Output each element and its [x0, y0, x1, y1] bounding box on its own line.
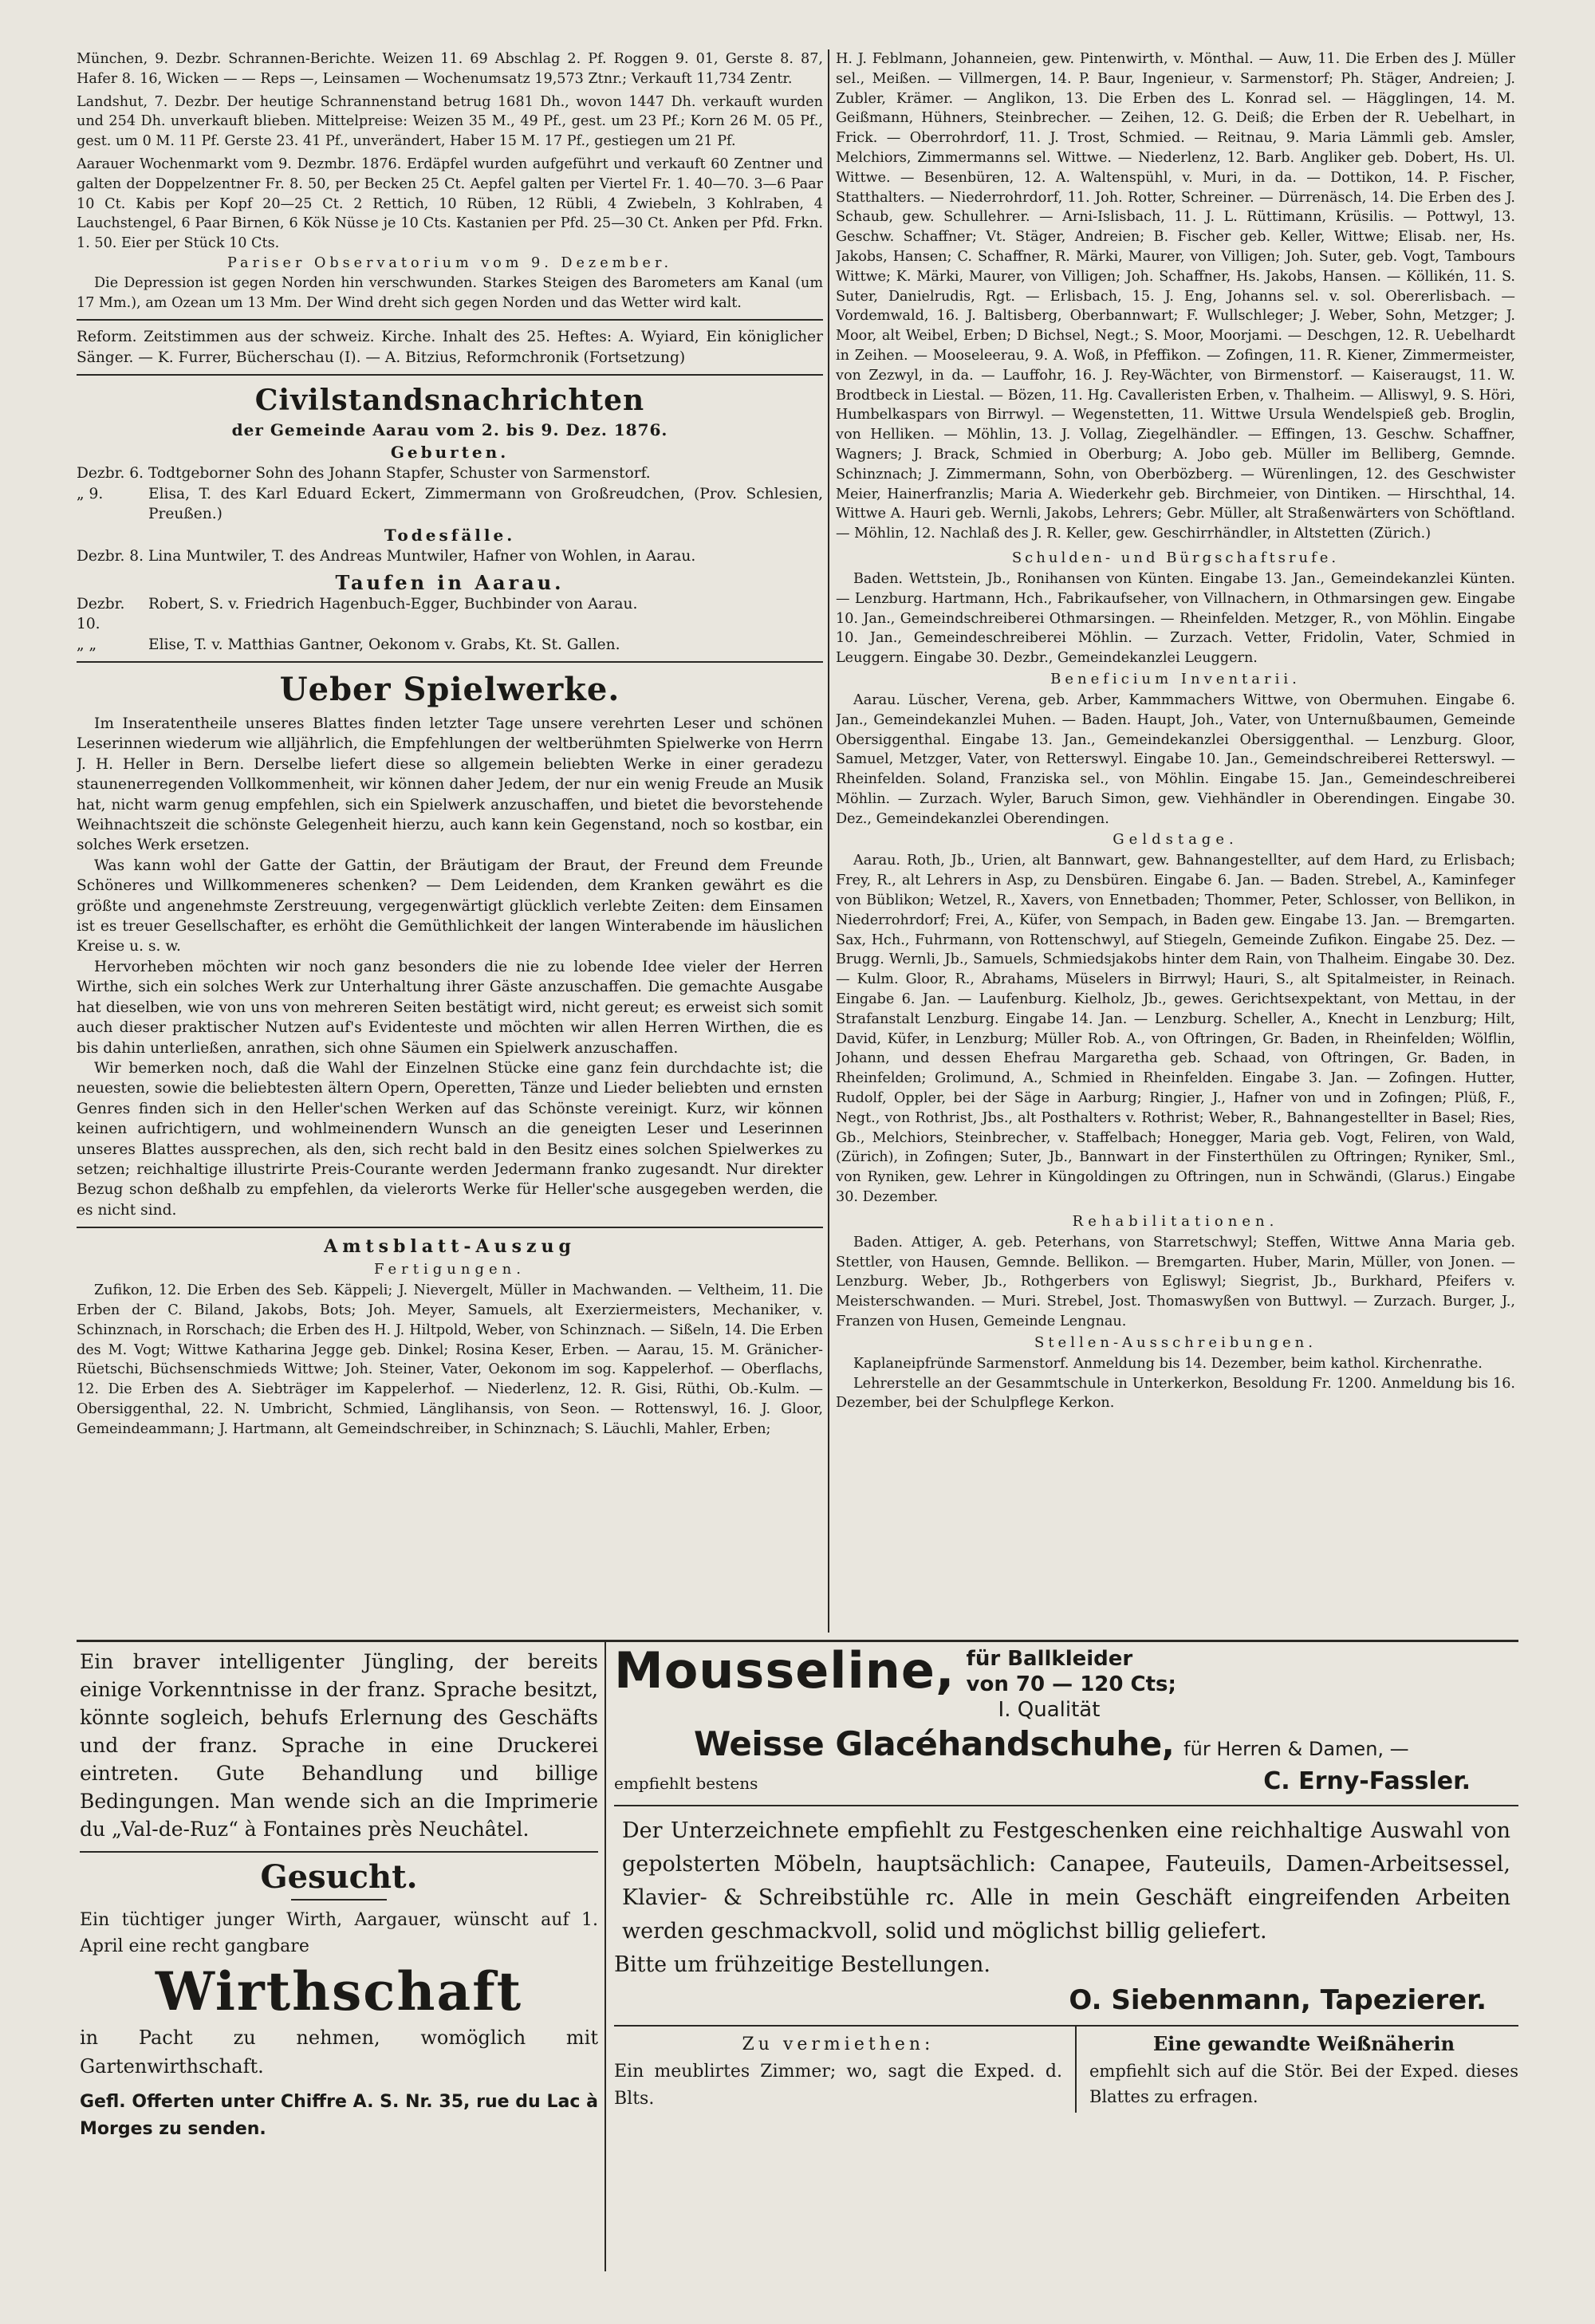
- entry-text: Elise, T. v. Matthias Gantner, Oekonom v. Grabs, Kt. St. Gallen.: [148, 636, 620, 653]
- benef-text: Aarau. Lüscher, Verena, geb. Arber, Kammmachers Wittwe, von Obermuhen. Eingabe 6. Jan., Gemeindekanzlei Muhen. — Baden. Haupt, Joh., Vater, von Unternußbaumen, Gemeinde Obersiggenthal. Eingabe 13. Jan., Gemeindekanzlei Obersiggenthal. — Lenzburg. Gloor, Samuel, Metzger, Vater, von Retterswyl. Eingabe 10. Jan., Gemeindschreiberei Retterswyl. — Rheinfelden. Soland, Franziska sel., von Möhlin. Eingabe 15. Jan., Gemeindeschreiberei Möhlin. — Zurzach. Wyler, Baruch Simon, gew. Viehhändler in Oberendingen. Eingabe 30. Dez., Gemeindekanzlei Oberendingen.: [836, 691, 1515, 827]
- schulden-head: Schulden- und Bürgschaftsrufe.: [1011, 549, 1340, 566]
- civil-subtitle: der Gemeinde Aarau vom 2. bis 9. Dez. 1876.: [231, 420, 668, 440]
- mousseline-price: von 70 — 120 Cts;: [966, 1672, 1176, 1696]
- fertigungen-head: Fertigungen.: [374, 1261, 526, 1278]
- weissnaeherin-title: Eine gewandte Weißnäherin: [1152, 2032, 1455, 2055]
- amtsblatt-title: Amtsblatt-Auszug: [324, 1236, 576, 1258]
- empfiehlt-label: empfiehlt bestens: [614, 1774, 758, 1793]
- death-entry: [77, 546, 823, 566]
- ads-column-divider: [605, 1641, 606, 2271]
- right-column: [836, 49, 1515, 1637]
- vermiethen-text: Ein meublirtes Zimmer; wo, sagt die Exped. d. Blts.: [614, 2062, 1062, 2109]
- spielwerke-p3: Hervorheben möchten wir noch ganz besonders die nie zu lobende Idee vieler der Herren Wirthe, sich ein solches Werk zur Unterhaltung ihrer Gäste anzuschaffen. Die gemachte Ausgabe hat dieselben, wie von uns von mehreren Seiten bestätigt wird, nicht gereut; es erweist sich somit auch dieser praktischer Nutzen auf's Evidenteste und möchten wir allen Herren Wirthen, die es bis dahin unterließen, anrathen, sich ohne Säumen ein Spielwerk anzuschaffen.: [77, 958, 823, 1057]
- entry-text: Robert, S. v. Friedrich Hagenbuch-Egger, Buchbinder von Aarau.: [148, 595, 638, 613]
- divider: [77, 374, 823, 376]
- ad-wirthschaft-offer: Gefl. Offerten unter Chiffre A. S. Nr. 35, rue du Lac à Morges zu senden.: [80, 2092, 598, 2139]
- entry-date: „ 9.: [77, 485, 104, 502]
- ads-left: [80, 1648, 598, 2270]
- rehab-text: Baden. Attiger, A. geb. Peterhans, von Starretschwyl; Steffen, Wittwe Anna Maria geb. Stettler, von Hausen, Gemnde. Bellikon. — Bremgarten. Huber, Marin, Müller, von Jonen. — Lenzburg. Weber, Jb., Rothgerbers von Egliswyl; Siegrist, Jb., Burkhard, Pfeifers v. Meisterschwanden. — Muri. Strebel, Jost. Thomaswyßen von Buttwyl. — Zurzach. Burger, J., Franzen von Husen, Gemeinde Lengnau.: [836, 1234, 1515, 1330]
- baptism-entry: [77, 594, 823, 635]
- ad-wirthschaft-text: in Pacht zu nehmen, womöglich mit Gartenwirthschaft.: [80, 2027, 598, 2078]
- ad-gesucht-title: Gesucht.: [260, 1858, 418, 1896]
- entry-date: Dezbr. 6.: [77, 465, 144, 483]
- ad-gloves: [614, 1724, 1518, 1764]
- spielwerke-p4: Wir bemerken noch, daß die Wahl der Einzelnen Stücke eine ganz fein durchdachte ist; die neuesten, sowie die beliebtesten ältern Opern, Operetten, Tänze und Lieder beliebten und ernsten Genres finden sich in den Heller'schen Werken auf das Schönste vereinigt. Kurz, wir können keinen aufrichtigern, und wohlmeinendern Wunsch an die geneigten Leser und Leserinnen unseres Blattes aussprechen, als den, sich recht bald in den Besitz eines solchen Spielwerkes zu setzen; reichhaltige illustrirte Preis-Courante werden Jedermann franko zugesandt. Nur direkter Bezug schon deßhalb zu empfehlen, da vielerorts Werke für Heller'sche ausgegeben werden, die es nicht sind.: [77, 1059, 823, 1219]
- ads-top-rule: [77, 1640, 1518, 1642]
- births-head: Geburten.: [390, 443, 510, 463]
- fertigungen-text: Zufikon, 12. Die Erben des Seb. Käppeli; J. Nievergelt, Müller in Machwanden. — Veltheim, 11. Die Erben der C. Biland, Jakobs, Bots; Joh. Meyer, Samuels, alt Exerziermeisters, Mechaniker, v. Schinznach, in Rorschach; die Erben des H. J. Hiltpold, Weber, von Schinznach. — Sißeln, 14. Die Erben des M. Vogt; Wittwe Katharina Jegge geb. Dinkel; Rosina Keser, Erben. — Aarau, 15. M. Gränicher-Rüetschi, Büchsenschmieds Wittwe; Joh. Steiner, Vater, Oekonom im sog. Kappelerhof. — Oberflachs, 12. Die Erben des A. Siebträger im Kappelerhof. — Niederlenz, 12. R. Gisi, Rüthi, Ob.-Kulm. — Obersiggenthal, 22. N. Umbricht, Schmied, Länglihansis, von Seon. — Rottenswyl, 16. J. Gloor, Gemeindeammann; J. Hartmann, alt Gemeindschreiber, in Schinznach; S. Läuchli, Mahler, Erben;: [77, 1282, 823, 1437]
- rehab-head: Rehabilitationen.: [1072, 1212, 1279, 1230]
- ads-bottom: [614, 2027, 1518, 2113]
- mousseline-quality: I. Qualität: [998, 1698, 1101, 1722]
- gloves-word: Weisse Glacéhandschuhe,: [694, 1724, 1175, 1763]
- left-column: [77, 49, 823, 1637]
- ad-juengling: Ein braver intelligenter Jüngling, der bereits einige Vorkenntnisse in der franz. Sprache besitzt, könnte sogleich, behufs Erlernung des Geschäfts und der franz. Sprache in eine Druckerei eintreten. Gute Behandlung und billige Bedingungen. Man wende sich an die Imprimerie du „Val-de-Ruz“ à Fontaines près Neuchâtel.: [80, 1650, 598, 1841]
- paris-title: Pariser Observatorium vom 9. Dezember.: [226, 254, 673, 271]
- baptisms-head: Taufen in Aarau.: [335, 570, 565, 594]
- entry-text: Elisa, T. des Karl Eduard Eckert, Zimmermann von Großreudchen, (Prov. Schlesien, Preußen.): [148, 485, 823, 522]
- entry-date: Dezbr. 10.: [77, 595, 125, 633]
- entry-text: Todtgeborner Sohn des Johann Stapfer, Schuster von Sarmenstorf.: [148, 465, 651, 483]
- market-muenchen: München, 9. Dezbr. Schrannen-Berichte. Weizen 11. 69 Abschlag 2. Pf. Roggen 9. 01, Gerste 8. 87, Hafer 8. 16, Wicken — — Reps —, Leinsamen — Wochenumsatz 19,573 Ztnr.; Verkauft 11,734 Zentr.: [77, 51, 823, 87]
- stellen-head: Stellen-Ausschreibungen.: [1034, 1333, 1317, 1351]
- siebenmann-signature: O. Siebenmann, Tapezierer.: [1069, 1984, 1487, 2016]
- mousseline-use: für Ballkleider: [966, 1647, 1133, 1671]
- baptism-entry: [77, 635, 823, 655]
- mousseline-side: [967, 1643, 1176, 1723]
- spielwerke-p2: Was kann wohl der Gatte der Gattin, der Bräutigam der Braut, der Freund dem Freunde Schöneres und Willkommeneres schenken? — Dem Leidenden, dem Kranken gewährt es die größte und angenehmste Zerstreuung, vergegenwärtigt glücklich verlebte Zeiten: dem Einsamen ist es treuer Gesellschafter, es erhöht die Gemüthlichkeit der langen Winterabende im häuslichen Kreise u. s. w.: [77, 857, 823, 955]
- birth-entry: [77, 484, 823, 525]
- ad-gesucht-text: Ein tüchtiger junger Wirth, Aargauer, wünscht auf 1. April eine recht gangbare: [80, 1910, 598, 1956]
- weissnaeherin-text: empfiehlt sich auf die Stör. Bei der Exped. dieses Blattes zu erfragen.: [1089, 2062, 1518, 2106]
- column-divider: [828, 49, 829, 1633]
- paris-report: Die Depression ist gegen Norden hin verschwunden. Starkes Steigen des Barometers am Kanal (um 17 Mm.), am Ozean um 13 Mm. Der Wind dreht sich gegen Norden und das Wetter wird kalt.: [77, 274, 823, 311]
- market-landshut: Landshut, 7. Dezbr. Der heutige Schrannenstand betrug 1681 Dh., wovon 1447 Dh. verkauft wurden und 254 Dh. unverkauft blieben. Mittelpreise: Weizen 35 M., 49 Pf., gest. um 23 Pf.; Korn 26 M. 05 Pf., gest. um 0 M. 11 Pf. Gerste 23. 41 Pf., unverändert, Haber 15 M. 17 Pf., gestiegen um 21 Pf.: [77, 93, 823, 150]
- divider: [77, 319, 823, 321]
- birth-entry: [77, 463, 823, 483]
- divider: [77, 1227, 823, 1228]
- divider: [80, 1851, 598, 1853]
- spielwerke-p1: Im Inseratentheile unseres Blattes finden letzter Tage unsere verehrten Leser und schönen Leserinnen wiederum wie alljährlich, die Empfehlungen der weltberühmten Spielwerke von Herrn J. H. Heller in Bern. Derselbe liefert diese so allgemein beliebten Werke in einer geradezu staunenerregenden Vollkommenheit, wir können daher Jedem, der nur ein wenig Freude an Musik hat, nicht warm genug empfehlen, sich ein Spielwerk anzuschaffen, und bietet die bevorstehende Weihnachtszeit die schönste Gelegenheit hierzu, auch kann kein Gegenstand, noch so kostbar, ein solches Werk ersetzen.: [77, 715, 823, 854]
- market-aarau: Aarauer Wochenmarkt vom 9. Dezmbr. 1876. Erdäpfel wurden aufgeführt und verkauft 60 Zentner und galten der Doppelzentner Fr. 8. 50, per Becken 25 Ct. Aepfel galten per Viertel Fr. 1. 40—70. 3—6 Paar 10 Ct. Kabis per Kopf 20—25 Ct. 2 Rettich, 10 Rüben, 12 Rübli, 4 Zwiebeln, 3 Kohlraben, 4 Lauchstengel, 6 Paar Birnen, 6 Kök Nüsse je 10 Cts. Kastanien per Pfd. 25—30 Ct. Anken per Pfd. Frkn. 1. 50. Eier per Stück 10 Cts.: [77, 156, 823, 252]
- ad-wirthschaft-title: Wirthschaft: [155, 1960, 523, 2023]
- ads-right: [614, 1643, 1518, 2273]
- benef-head: Beneficium Inventarii.: [1050, 670, 1301, 687]
- ad-vermiethen: [614, 2027, 1077, 2113]
- stellen-text-2: Lehrerstelle an der Gesammtschule in Unterkerkon, Besoldung Fr. 1200. Anmeldung bis 16. Dezember, bei der Schulpflege Kerkon.: [836, 1375, 1515, 1412]
- entry-date: Dezbr. 8.: [77, 548, 144, 565]
- divider: [291, 1899, 387, 1901]
- gloves-side: für Herren & Damen, —: [1183, 1738, 1409, 1760]
- fertigungen-cont: H. J. Feblmann, Johanneien, gew. Pintenwirth, v. Mönthal. — Auw, 11. Die Erben des J. Müller sel., Meißen. — Villmergen, 14. P. Baur, Ingenieur, v. Sarmenstorf; Ph. Stäger, Andreien; J. Zubler, Krämer. — Anglikon, 13. Die Erben des L. Konrad sel. — Hägglingen, 14. M. Geißmann, Hühners, Steinbrecher. — Zeihen, 12. G. Deiß; die Erben der R. Uebelhart, in Frick. — Oberrohrdorf, 11. J. Trost, Schmied. — Reitnau, 9. Maria Lämmli geb. Amsler, Melchiors, Zimmermanns sel. Wittwe. — Niederlenz, 12. Barb. Angliker geb. Dobert, Hs. Ul. Wittwe. — Besenbüren, 12. A. Waltenspühl, v. Muri, in da. — Dottikon, 14. P. Fischer, Statthalters. — Niederrohrdorf, 11. Joh. Rotter, Schreiner. — Dürrenäsch, 14. Die Erben des J. Schaub, gew. Schullehrer. — Arni-Islisbach, 11. J. L. Rüttimann, Krüsilis. — Pottwyl, 13. Geschw. Schaffner; Vt. Stäger, Andreien; B. Fischer geb. Keller, Wittwe; Elisab. ner, Hs. Jakobs, Hansen; C. Schaffner, R. Märki, Maurer, von Villigen; Joh. Suter, geb. Vogt, Tambours Wittwe; K. Märki, Maurer, von Villigen; Joh. Schaffner, Hs. Jakobs, Hansen. — Köllikén, 11. S. Suter, Danielrudis, Rgt. — Erlisbach, 15. J. Eng, Johanns sel. v. sol. Obererlisbach. — Vordemwald, 16. J. Baltisberg, Oberbannwart; F. Wullschleger; J. Weber, Sohn, Metzger; J. Moor, alt Weibel, Erben; D Bichsel, Negt.; S. Moor, Moorjami. — Deschgen, 12. R. Uebelhardt in Zeihen. — Mooseleerau, 9. A. Woß, in Pfeffikon. — Zofingen, 11. R. Kiener, Zimmermeister, von Zezwyl, in da. — Lauffohr, 16. J. Rey-Wächter, von Birmenstorf. — Kaiseraugst, 11. W. Brodtbeck in Liestal. — Bözen, 11. Hg. Cavalleristen Erben, v. Thalheim. — Alliswyl, 9. S. Höri, Humbelkaspars von Birrwyl. — Wegenstetten, 11. Wittwe Ursula Wendelspieß geb. Broglin, von Helliken. — Möhlin, 13. J. Vollag, Ziegelhändler. — Effingen, 13. Geschw. Schaffner, Wagners; J. Brack, Schmied in Oberburg; A. Jobo geb. Müller im Belliberg, Gemnde. Schinznach; J. Zimmermann, Sohn, von Oberbözberg. — Würenlingen, 12. des Geschwister Meier, Hainerfranzlis; Maria A. Wiederkehr geb. Birchmeier, von Dintiken. — Hirschthal, 14. Wittwe A. Hauri geb. Wernli, Jakobs, Lehrers; Gebr. Müller, alt Straßenwärters von Schöftland. — Möhlin, 12. Nachlaß des J. R. Keller, gew. Geschirrhändler, in Altstetten (Zürich.): [836, 51, 1515, 542]
- deaths-head: Todesfälle.: [384, 526, 516, 546]
- schulden-text: Baden. Wettstein, Jb., Ronihansen von Künten. Eingabe 13. Jan., Gemeindekanzlei Künten. — Lenzburg. Hartmann, Hch., Fabrikaufseher, von Villnachern, in Othmarsingen gew. Eingabe 10. Jan., Gemeindschreiberei Othmarsingen. — Rheinfelden. Metzger, R., von Möhlin. Eingabe 10. Jan., Gemeindeschreiberei Möhlin. — Zurzach. Vetter, Fridolin, Vater, Schmied in Leuggern. Eingabe 30. Dezbr., Gemeindekanzlei Leuggern.: [836, 570, 1515, 667]
- ad-weissnaeherin: [1077, 2027, 1518, 2113]
- mousseline-word: Mousseline,: [614, 1643, 955, 1700]
- ad-mousseline: [614, 1643, 1518, 1723]
- geld-head: Geldstage.: [1113, 831, 1239, 849]
- divider: [614, 1805, 1518, 1806]
- civil-title: Civilstandsnachrichten: [254, 384, 645, 418]
- ad-siebenmann: Der Unterzeichnete empfiehlt zu Festgeschenken eine reichhaltige Auswahl von gepolsterten Möbeln, hauptsächlich: Canapee, Fauteuils, Damen-Arbeitsessel, Klavier- & Schreibstühle rc. Alle in mein Geschäft eingreifenden Arbeiten werden geschmackvoll, solid und möglichst billig geliefert.: [622, 1818, 1510, 1944]
- reform-notice: Reform. Zeitstimmen aus der schweiz. Kirche. Inhalt des 25. Heftes: A. Wyiard, Ein königlicher Sänger. — K. Furrer, Bücherschau (I). — A. Bitzius, Reformchronik (Fortsetzung): [77, 329, 823, 366]
- ad-siebenmann-bitte: Bitte um frühzeitige Bestellungen.: [614, 1952, 990, 1977]
- entry-date: „ „: [77, 636, 97, 653]
- spielwerke-title: Ueber Spielwerke.: [279, 671, 620, 709]
- divider: [77, 661, 823, 663]
- vermiethen-title: Zu vermiethen:: [742, 2034, 935, 2054]
- erny-signature: C. Erny-Fassler.: [1263, 1767, 1471, 1795]
- geld-text: Aarau. Roth, Jb., Urien, alt Bannwart, gew. Bahnangestellter, auf dem Hard, zu Erlisbach; Frey, R., alt Lehrers in Asp, zu Densbüren. Eingabe 6. Jan. — Baden. Strebel, A., Kaminfeger von Büblikon; Wetzel, R., Xavers, von Ennetbaden; Thommer, Peter, Schlosser, von Bellikon, in Niederrohrdorf; Frei, A., Küfer, von Sempach, in Baden gew. Eingabe 13. Jan. — Bremgarten. Sax, Hch., Fuhrmann, von Rottenschwyl, auf Stiegeln, Gemeinde Zufikon. Eingabe 25. Dez. — Brugg. Wernli, Jb., Samuels, Schmiedsjakobs hinter dem Rain, von Thalheim. Eingabe 30. Dez. — Kulm. Gloor, R., Abrahams, Müselers in Birrwyl; Hauri, S., alt Spitalmeister, in Reinach. Eingabe 6. Jan. — Laufenburg. Kielholz, Jb., gewes. Gerichtsexpektant, von Mettau, in der Strafanstalt Lenzburg. Eingabe 14. Jan. — Lenzburg. Scheller, A., Knecht in Lenzburg; Hilt, David, Küfer, in Lenzburg; Müller Rob. A., von Oftringen, Gr. Baden, in Rheinfelden; Wölflin, Johann, und dessen Ehefrau Margaretha geb. Schaad, von Oftringen, Gr. Baden, in Rheinfelden; Grolimund, A., Schmied in Rheinfelden. Eingabe 3. Jan. — Zofingen. Hutter, Rudolf, Oppler, bei der Säge in Aarburg; Ringier, J., Hafner von und in Zofingen; Plüß, F., Negt., von Rothrist, Jbs., alt Posthalters v. Rothrist; Weber, R., Bahnangestellter in Basel; Ries, Gb., Melchiors, Steinbrecher, v. Staffelbach; Honegger, Maria geb. Vogt, Feliren, von Wald, (Zürich), in Zofingen; Suter, Jb., Bannwart in der Finsterthülen zu Oftringen; Ryniker, Sml., von Ryniken, gew. Lehrer in Küngoldingen zu Oftringen, nun in Schwändi, (Glarus.) Eingabe 30. Dezember.: [836, 853, 1515, 1206]
- entry-text: Lina Muntwiler, T. des Andreas Muntwiler, Hafner von Wohlen, in Aarau.: [148, 548, 696, 565]
- stellen-text-1: Kaplaneipfründe Sarmenstorf. Anmeldung bis 14. Dezember, beim kathol. Kirchenrathe.: [853, 1355, 1483, 1372]
